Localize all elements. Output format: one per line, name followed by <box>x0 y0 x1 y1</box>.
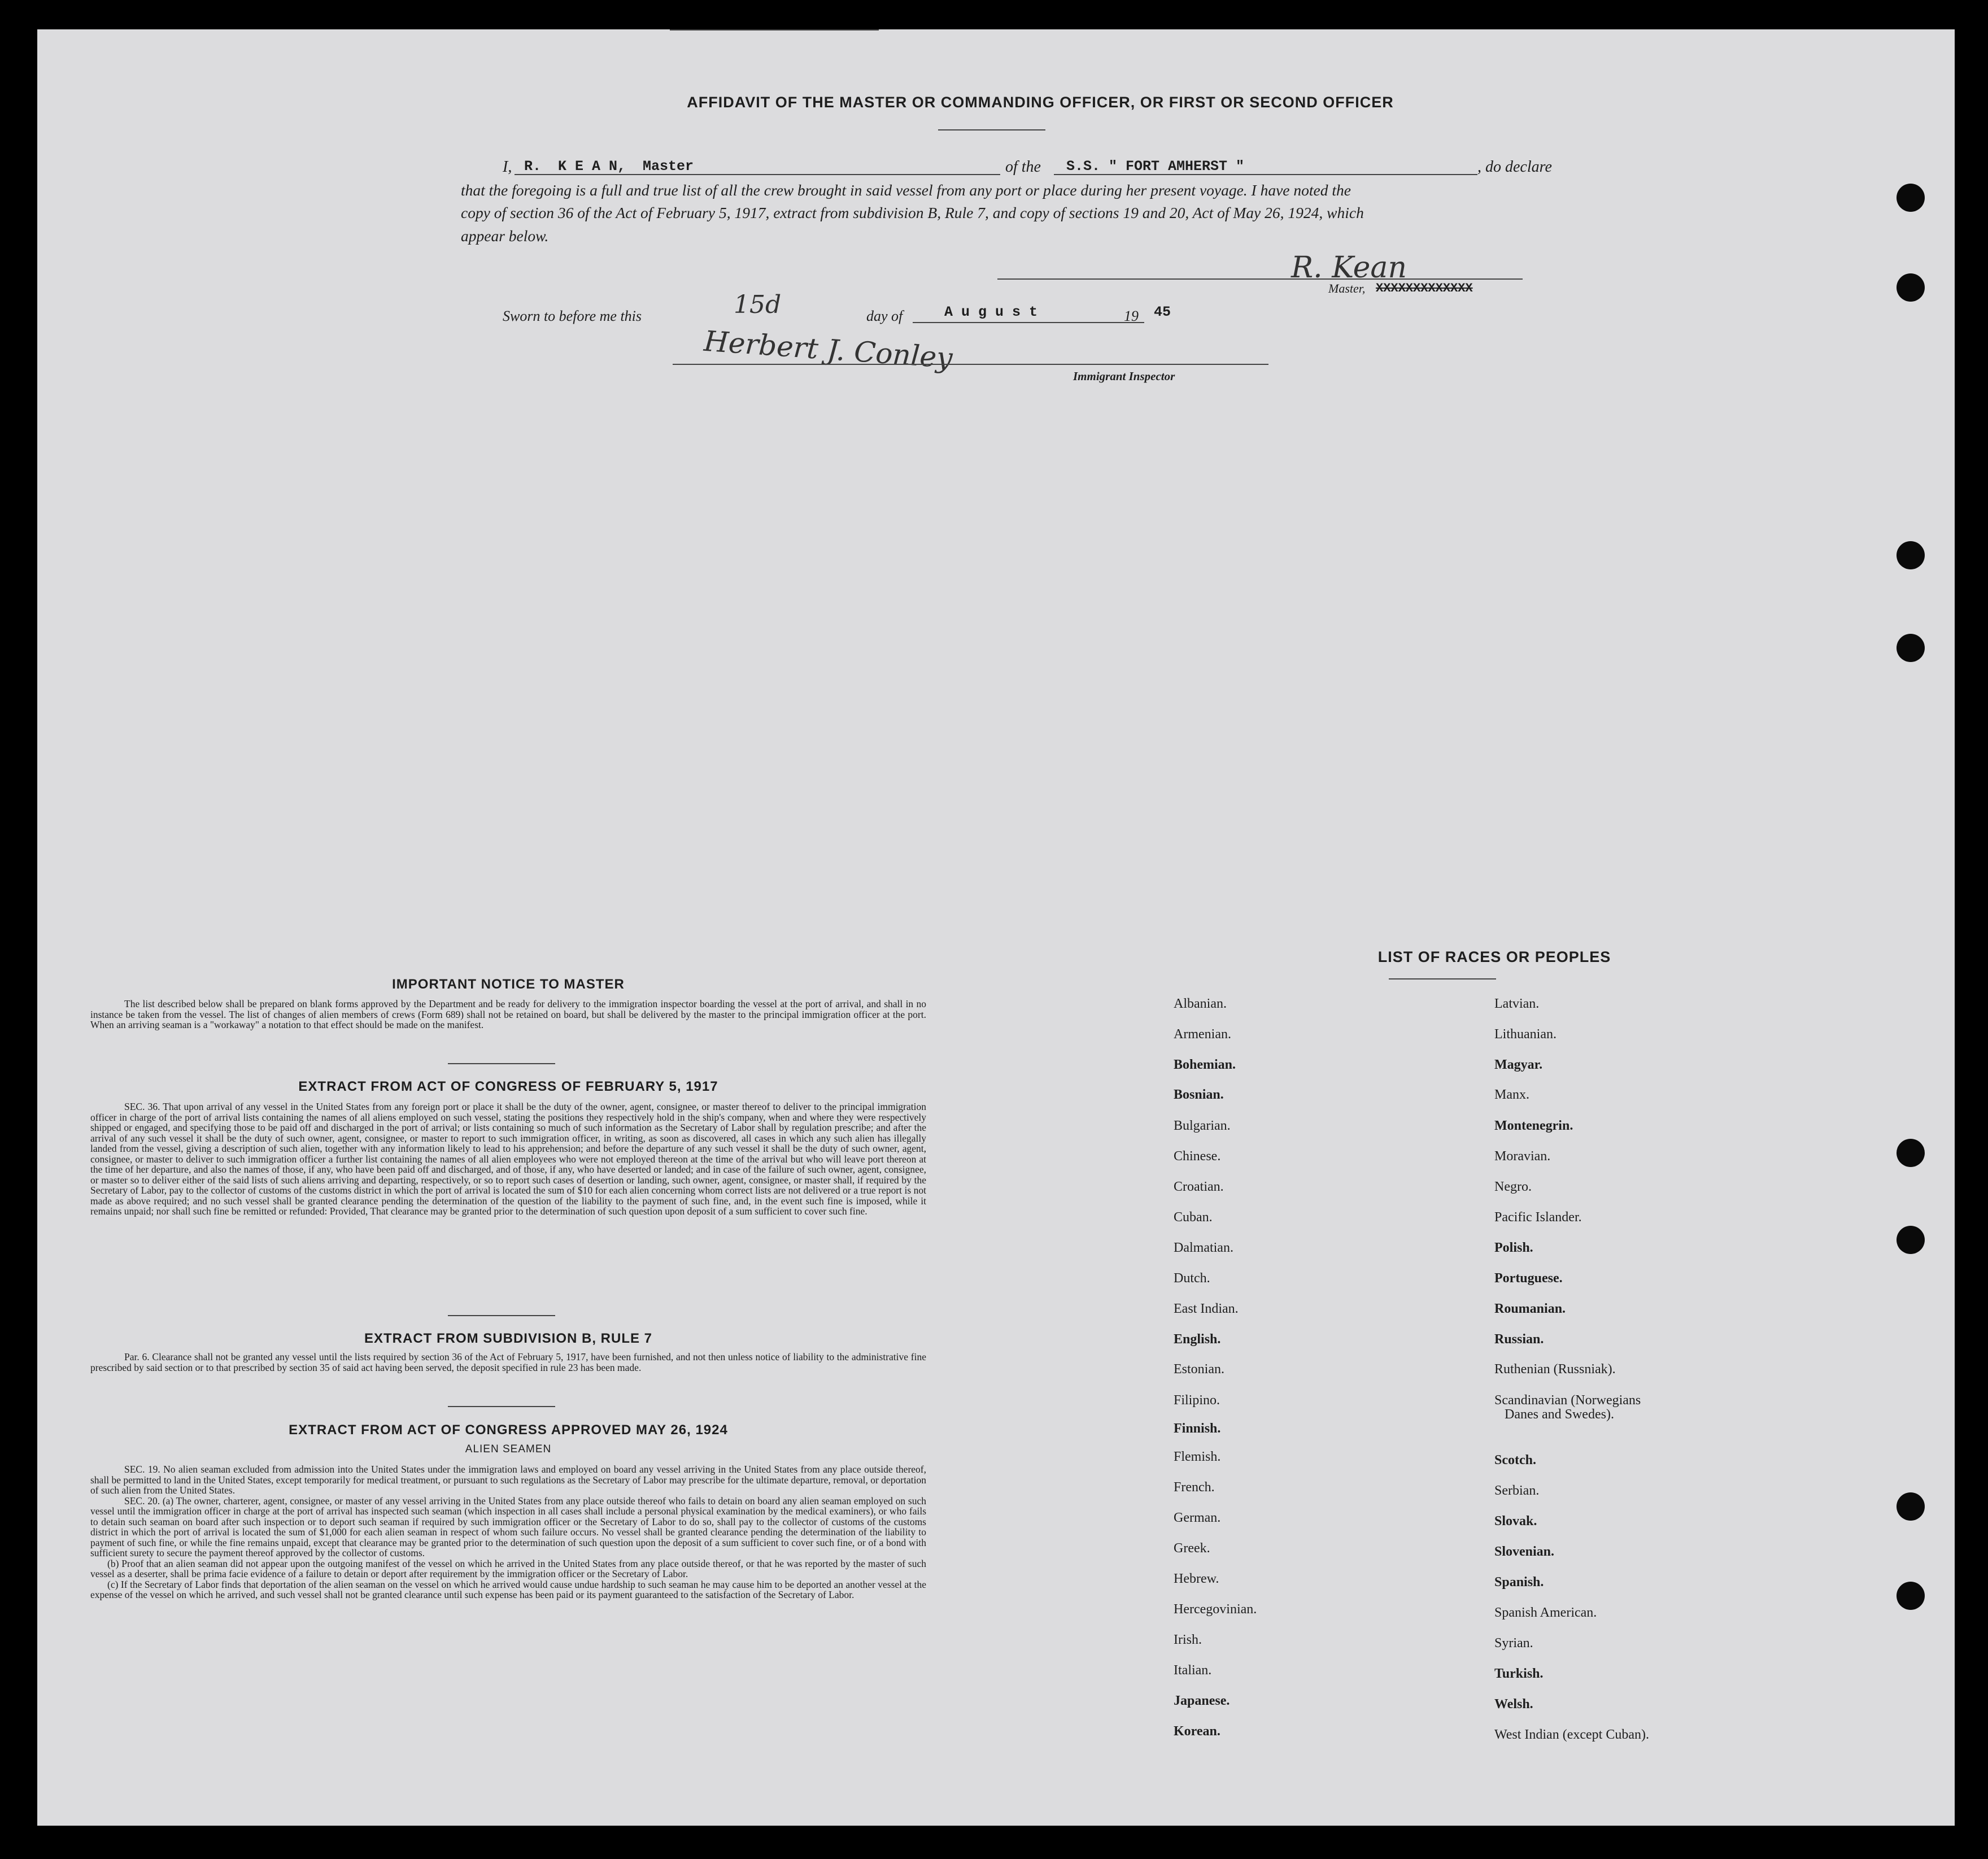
extract-1924-title: EXTRACT FROM ACT OF CONGRESS APPROVED MAY 26, 1924 <box>289 1422 728 1438</box>
race-item-right: Roumanian. <box>1494 1301 1566 1316</box>
race-item-right: Negro. <box>1494 1179 1532 1194</box>
race-item-left: English. <box>1174 1332 1221 1347</box>
inspector-signature: Herbert J. Conley <box>703 324 954 375</box>
affidavit-prefix: I, <box>503 158 512 176</box>
sworn-label: Sworn to before me this <box>503 308 642 324</box>
race-item-left: Hercegovinian. <box>1174 1602 1257 1617</box>
race-item-right: Scotch. <box>1494 1453 1536 1468</box>
affidavit-line-2: that the foregoing is a full and true list of all the crew brought in said vessel from any port or place during her present voyage. I have noted the <box>461 181 1351 199</box>
sworn-month-line <box>913 322 1144 323</box>
notice-body: The list described below shall be prepared on blank forms approved by the Department and be ready for delivery to the immigration inspector boarding the vessel at the port of arrival, and shall in no instance be taken from the vessel. The list of changes of alien members of crews (Form 689) shall not be retained on board, but shall be delivered by the master to the principal immigration officer at the port. When an arriving seaman is a "workaway" a notation to that effect should be made on the manifest. <box>90 998 926 1030</box>
race-item-left: Italian. <box>1174 1663 1212 1678</box>
do-declare-label: , do declare <box>1477 158 1552 176</box>
extract-1917-divider <box>448 1315 555 1316</box>
binder-hole <box>1897 1226 1925 1254</box>
title-divider <box>938 129 1045 130</box>
race-item-left: Greek. <box>1174 1541 1210 1556</box>
race-item-left: Flemish. <box>1174 1449 1221 1464</box>
struck-title: XXXXXXXXXXXXX <box>1376 281 1473 295</box>
race-item-left: Chinese. <box>1174 1149 1221 1164</box>
races-title: LIST OF RACES OR PEOPLES <box>1377 948 1611 965</box>
race-item-left: Croatian. <box>1174 1179 1224 1194</box>
section-20c: (c) If the Secretary of Labor finds that deportation of the alien seaman on the vessel on which he arrived would cause undue hardship to such seaman he may cause him to be deported an another vessel at the expense of the vessel on which he arrived, and such vessel shall not be granted clearance until such expense has been paid or its payment guaranteed to the satisfaction of the Secretary of Labor. <box>90 1578 926 1600</box>
race-item-right: Spanish. <box>1494 1575 1544 1590</box>
year-prefix: 19 <box>1124 308 1139 324</box>
race-item-left: Cuban. <box>1174 1210 1213 1225</box>
race-item-left: East Indian. <box>1174 1301 1239 1316</box>
race-item-right: Turkish. <box>1494 1666 1544 1681</box>
rule7-divider <box>448 1406 555 1407</box>
binder-hole <box>1897 541 1925 569</box>
race-item-right: West Indian (except Cuban). <box>1494 1727 1649 1742</box>
binder-hole <box>1897 1582 1925 1610</box>
section-20a: SEC. 20. (a) The owner, charterer, agent, consignee, or master of any vessel arriving in the United States from any place outside thereof who fails to detain on board any alien seaman employed on such vessel until the immigration officer in charge at the port of arrival has inspected such seaman (which inspection in all cases shall include a personal physical examination by the medical examiners), or who fails to detain such seaman on board after such inspection or to deport such seaman if required by such immigration officer or the Secretary of Labor to do so, shall pay to the collector of customs of the customs district in which the port of arrival is located the sum of $1,000 for each alien seaman in respect of whom such failure occurs. No vessel shall be granted clearance pending the determination of the liability to payment of such fine, or while the fine remains unpaid, except that clearance may be granted prior to the determination of such question upon the deposit of a sum sufficient to cover such fine, or of a bond with sufficient surety to secure the payment thereof approved by the collector of customs. <box>90 1495 926 1558</box>
binder-hole <box>1897 1492 1925 1521</box>
rule7-title: EXTRACT FROM SUBDIVISION B, RULE 7 <box>364 1331 653 1346</box>
master-name-line <box>515 174 1000 175</box>
sworn-month-field: A u g u s t <box>944 304 1038 320</box>
race-item-left: French. <box>1174 1480 1215 1495</box>
race-item-right: Magyar. <box>1494 1057 1543 1072</box>
inspector-signature-line <box>673 364 1268 365</box>
race-item-right: Pacific Islander. <box>1494 1210 1582 1225</box>
race-item-right: Spanish American. <box>1494 1605 1597 1620</box>
binder-hole <box>1897 273 1925 302</box>
extract-1924-body <box>90 1464 926 1600</box>
sworn-day-field: 15d <box>734 290 782 319</box>
race-item-right: Serbian. <box>1494 1483 1540 1498</box>
binder-hole <box>1897 184 1925 212</box>
section-20b: (b) Proof that an alien seaman did not appear upon the outgoing manifest of the vessel on which he arrived in the United States from any place outside thereof, or that he was reported by the master of such vessel as a deserter, shall be prima facie evidence of a failure to detain or deport after requirement by the immigration officer or the Secretary of Labor. <box>90 1557 926 1579</box>
race-item-left: Japanese. <box>1174 1693 1230 1708</box>
notice-divider <box>448 1063 555 1064</box>
rule7-body: Par. 6. Clearance shall not be granted any vessel until the lists required by section 36 of the Act of February 5, 1917, have been furnished, and not then unless notice of liability to the administrative fine prescribed by said section or to that prescribed by section 35 of said act having been served, the deposit specified in rule 23 has been made. <box>90 1351 926 1373</box>
sworn-day-line <box>670 29 879 31</box>
race-item-left: Dutch. <box>1174 1271 1210 1286</box>
races-divider <box>1389 978 1496 979</box>
race-item-left: Dalmatian. <box>1174 1240 1233 1255</box>
race-item-right: Syrian. <box>1494 1636 1533 1651</box>
extract-1917-title: EXTRACT FROM ACT OF CONGRESS OF FEBRUARY 5, 1917 <box>298 1079 718 1094</box>
master-signature: R. Kean <box>1291 251 1407 285</box>
affidavit-line-4: appear below. <box>461 227 549 245</box>
race-item-left: Korean. <box>1174 1724 1220 1739</box>
race-item-left: Estonian. <box>1174 1362 1224 1377</box>
race-item-right: Danes and Swedes). <box>1505 1407 1614 1422</box>
race-item-left: Bohemian. <box>1174 1057 1236 1072</box>
day-of-label: day of <box>866 308 903 324</box>
race-item-right: Welsh. <box>1494 1697 1533 1712</box>
race-item-right: Portuguese. <box>1494 1271 1563 1286</box>
race-item-right: Slovenian. <box>1494 1544 1555 1559</box>
inspector-label: Immigrant Inspector <box>1073 369 1175 383</box>
race-item-left: Armenian. <box>1174 1027 1231 1042</box>
section-19: SEC. 19. No alien seaman excluded from admission into the United States under the immigration laws and employed on board any vessel arriving in the United States from any place outside thereof, shall be permitted to land in the United States, except temporarily for medical treatment, or pursuant to such regulations as the Secretary of Labor may prescribe for the ultimate departure, removal, or deportation of such alien from the United States. <box>90 1464 926 1496</box>
binder-hole <box>1897 634 1925 662</box>
race-item-right: Russian. <box>1494 1332 1544 1347</box>
race-item-left: Bosnian. <box>1174 1087 1224 1102</box>
extract-1924-subtitle: ALIEN SEAMEN <box>465 1443 552 1455</box>
affidavit-line-3: copy of section 36 of the Act of February 5, 1917, extract from subdivision B, Rule 7, and copy of sections 19 and 20, Act of May 26, 1924, which <box>461 204 1364 221</box>
master-signature-line <box>997 278 1523 280</box>
race-item-left: Irish. <box>1174 1632 1202 1647</box>
notice-title: IMPORTANT NOTICE TO MASTER <box>392 977 625 992</box>
race-item-left: Finnish. <box>1174 1421 1221 1436</box>
binder-hole <box>1897 1139 1925 1167</box>
affidavit-title: AFFIDAVIT OF THE MASTER OR COMMANDING OFFICER, OR FIRST OR SECOND OFFICER <box>687 94 1394 111</box>
year-suffix: 45 <box>1154 304 1171 320</box>
of-the-label: of the <box>1005 158 1041 176</box>
race-item-left: Bulgarian. <box>1174 1118 1231 1133</box>
race-item-left: German. <box>1174 1510 1221 1525</box>
race-item-right: Latvian. <box>1494 996 1540 1011</box>
extract-1917-body: SEC. 36. That upon arrival of any vessel in the United States from any foreign port or place it shall be the duty of the owner, agent, consignee, or master thereof to deliver to the principal immigration officer in charge of the port of arrival lists containing the names of all aliens employed on such vessel, stating the positions they respectively hold in the ship's company, when and where they were respectively shipped or engaged, and specifying those to be paid off and discharged in the port of arrival; or lists containing so much of such information as the Secretary of Labor shall by regulation prescribe; and after the arrival of any such vessel it shall be the duty of such owner, agent, consignee, or master to report to such immigration officer, in writing, as soon as discovered, all cases in which any such alien has illegally landed from the vessel, giving a description of such alien, together with any information likely to lead to his apprehension; and before the departure of any such vessel it shall be the duty of such owner, agent, consignee, or master to deliver to such immigration officer a further list containing the names of all alien employees who were not employed thereon at the time of the arrival but who will leave port thereon at the time of her departure, and also the names of those, if any, who have been paid off and discharged, and of those, if any, who have deserted or landed; and in case of the failure of such owner, agent, consignee, or master so to deliver either of the said lists of such aliens arriving and departing, respectively, or so to report such cases of desertion or landing, such owner, agent, consignee, or master shall, if required by the Secretary of Labor, pay to the collector of customs of the customs district in which the port of arrival is located the sum of $10 for each alien concerning whom correct lists are not delivered or a true report is not made as above required; and no such vessel shall be granted clearance pending the determination of the question of the liability to the payment of such fine, and, in the event such fine is imposed, while it remains unpaid; nor shall such fine be remitted or refunded: Provided, That clearance may be granted prior to the determination of such question upon deposit of a sum sufficient to cover such fine. <box>90 1101 926 1217</box>
race-item-right: Manx. <box>1494 1087 1529 1102</box>
race-item-right: Moravian. <box>1494 1149 1551 1164</box>
document-page <box>37 29 1955 1826</box>
vessel-name-line <box>1054 174 1477 175</box>
vessel-name-field: S.S. " FORT AMHERST " <box>1066 158 1245 175</box>
master-name-field: R. K E A N, Master <box>524 158 694 175</box>
race-item-right: Lithuanian. <box>1494 1027 1557 1042</box>
race-item-right: Ruthenian (Russniak). <box>1494 1362 1616 1377</box>
race-item-right: Montenegrin. <box>1494 1118 1573 1133</box>
master-title-label: Master, <box>1328 281 1366 295</box>
race-item-right: Polish. <box>1494 1240 1533 1255</box>
race-item-left: Hebrew. <box>1174 1571 1219 1586</box>
race-item-left: Filipino. <box>1174 1393 1220 1408</box>
race-item-left: Albanian. <box>1174 996 1227 1011</box>
race-item-right: Scandinavian (Norwegians <box>1494 1393 1641 1408</box>
race-item-right: Slovak. <box>1494 1514 1537 1529</box>
